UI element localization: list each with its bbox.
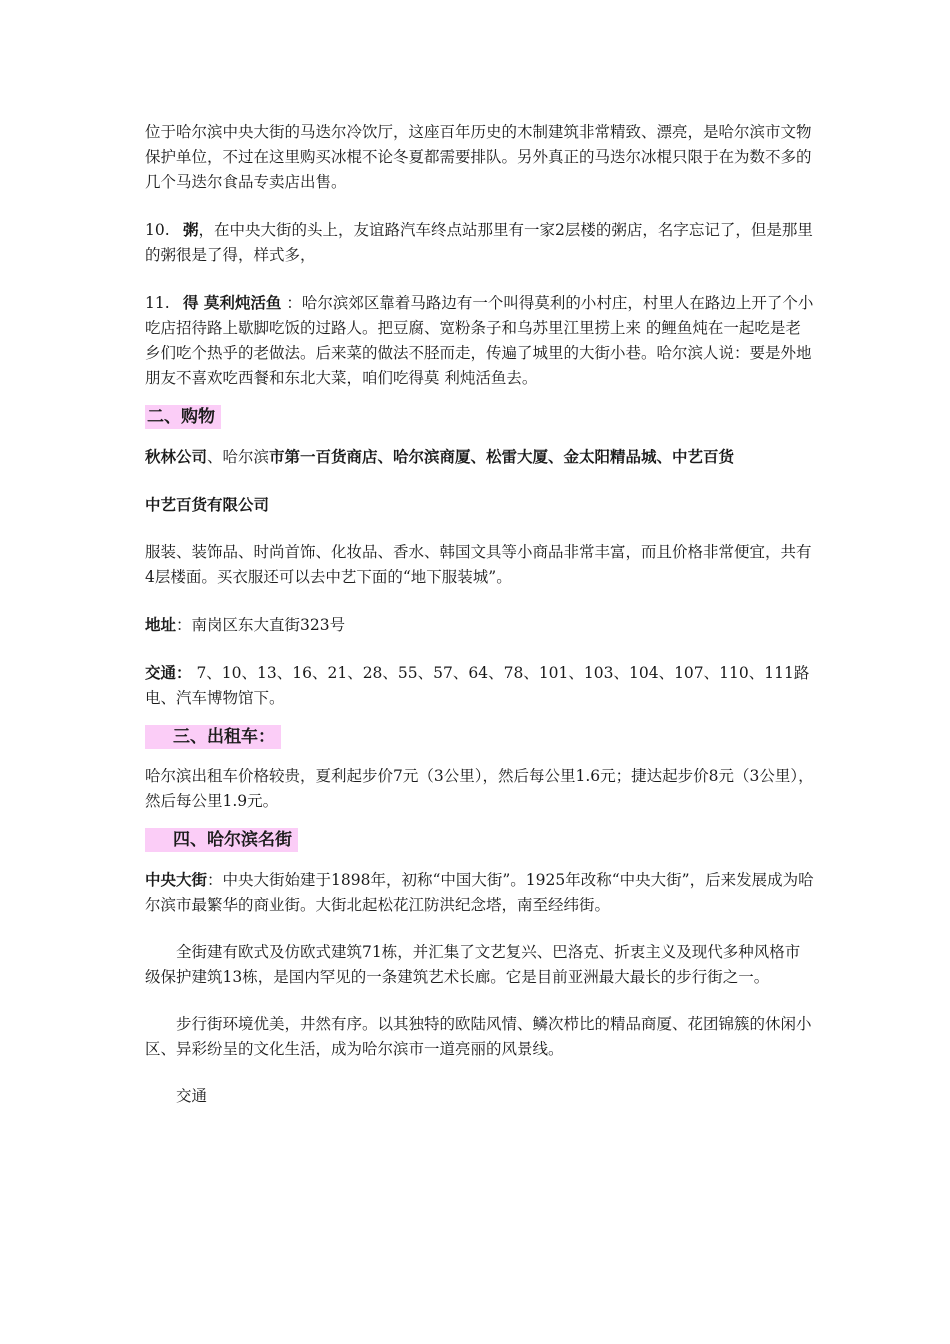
- section-heading-taxi: [145, 725, 815, 750]
- stores-bold: 市第一百货商店、哈尔滨商厦、松雷大厦、金太阳精品城、中艺百货: [269, 447, 735, 466]
- architecture-paragraph: 全街建有欧式及仿欧式建筑71栋，并汇集了文艺复兴、巴洛克、折衷主义及现代多种风格市级保护建筑13栋，是国内罕见的一条建筑艺术长廊。它是目前亚洲最大最长的步行街之一。: [145, 943, 801, 986]
- list-item-stewed-fish: [145, 290, 815, 391]
- item-number: 11.: [145, 294, 170, 312]
- item-text: ，在中央大街的头上，友谊路汽车终点站那里有一家2层楼的粥店，名字忘记了，但是那里的粥很是了得，样式多，: [145, 221, 813, 264]
- company-description: 服装、装饰品、时尚首饰、化妆品、香水、韩国文具等小商品非常丰富，而且价格非常便宜，共有4层楼面。买衣服还可以去中艺下面的“地下服装城”。: [145, 543, 812, 586]
- paragraph-modern-cold-drink: 位于哈尔滨中央大街的马迭尔冷饮厅，这座百年历史的木制建筑非常精致、漂亮，是哈尔滨市文物保护单位，不过在这里购买冰棍不论冬夏都需要排队。另外真正的马迭尔冰棍只限于在为数不多的几个马迭尔食品专卖店出售。: [145, 123, 812, 191]
- address-line: [145, 612, 815, 638]
- heading-highlight: 四、哈尔滨名街: [145, 828, 298, 852]
- store-qiulin: 秋林公司: [145, 447, 208, 466]
- traffic-text: 7、10、13、16、21、28、55、57、64、78、101、103、104、107、110、111路电、汽车博物馆下。: [145, 664, 810, 707]
- central-street-paragraph: [145, 867, 815, 918]
- street-label: 中央大街: [145, 870, 208, 889]
- item-title: 粥: [183, 220, 199, 239]
- company-name: 中艺百货有限公司: [145, 495, 270, 514]
- section-heading-streets: [145, 828, 815, 853]
- traffic-line: [145, 660, 815, 711]
- item-title: 得 莫利炖活鱼: [183, 293, 282, 312]
- taxi-paragraph: 哈尔滨出租车价格较贵，夏利起步价7元（3公里），然后每公里1.6元；捷达起步价8元（3公里），然后每公里1.9元。: [145, 767, 814, 810]
- list-item-porridge: [145, 217, 815, 268]
- stores-plain: 、哈尔滨: [207, 448, 270, 466]
- heading-highlight: 二、购物: [145, 405, 221, 429]
- traffic-heading: 交通: [176, 1087, 208, 1105]
- traffic-label: 交通：: [145, 663, 192, 682]
- document-body: [145, 120, 815, 1109]
- item-number: 10.: [145, 221, 170, 239]
- stores-list: [145, 444, 815, 470]
- section-heading-shopping: [145, 405, 815, 430]
- pedestrian-street-paragraph: 步行街环境优美，井然有序。以其独特的欧陆风情、鳞次栉比的精品商厦、花团锦簇的休闲小区、异彩纷呈的文化生活，成为哈尔滨市一道亮丽的风景线。: [145, 1015, 812, 1058]
- address-text: ：南岗区东大直街323号: [176, 616, 346, 634]
- heading-highlight: 三、出租车：: [145, 725, 281, 749]
- street-text: ：中央大街始建于1898年，初称“中国大街”。1925年改称“中央大街”，后来发展成为哈尔滨市最繁华的商业街。大街北起松花江防洪纪念塔，南至经纬街。: [145, 871, 814, 914]
- item-text: ：哈尔滨郊区靠着马路边有一个叫得莫利的小村庄，村里人在路边上开了个小吃店招待路上歇脚吃饭的过路人。把豆腐、宽粉条子和乌苏里江里捞上来 的鲤鱼炖在一起吃是老乡们吃个热乎的老做法。后来菜的做法不胫而走，传遍了城里的大街小巷。哈尔滨人说：要是外地朋友不喜欢吃西餐和东北大菜，咱们吃得莫 利炖活鱼去。: [145, 294, 814, 387]
- address-label: 地址: [145, 615, 177, 634]
